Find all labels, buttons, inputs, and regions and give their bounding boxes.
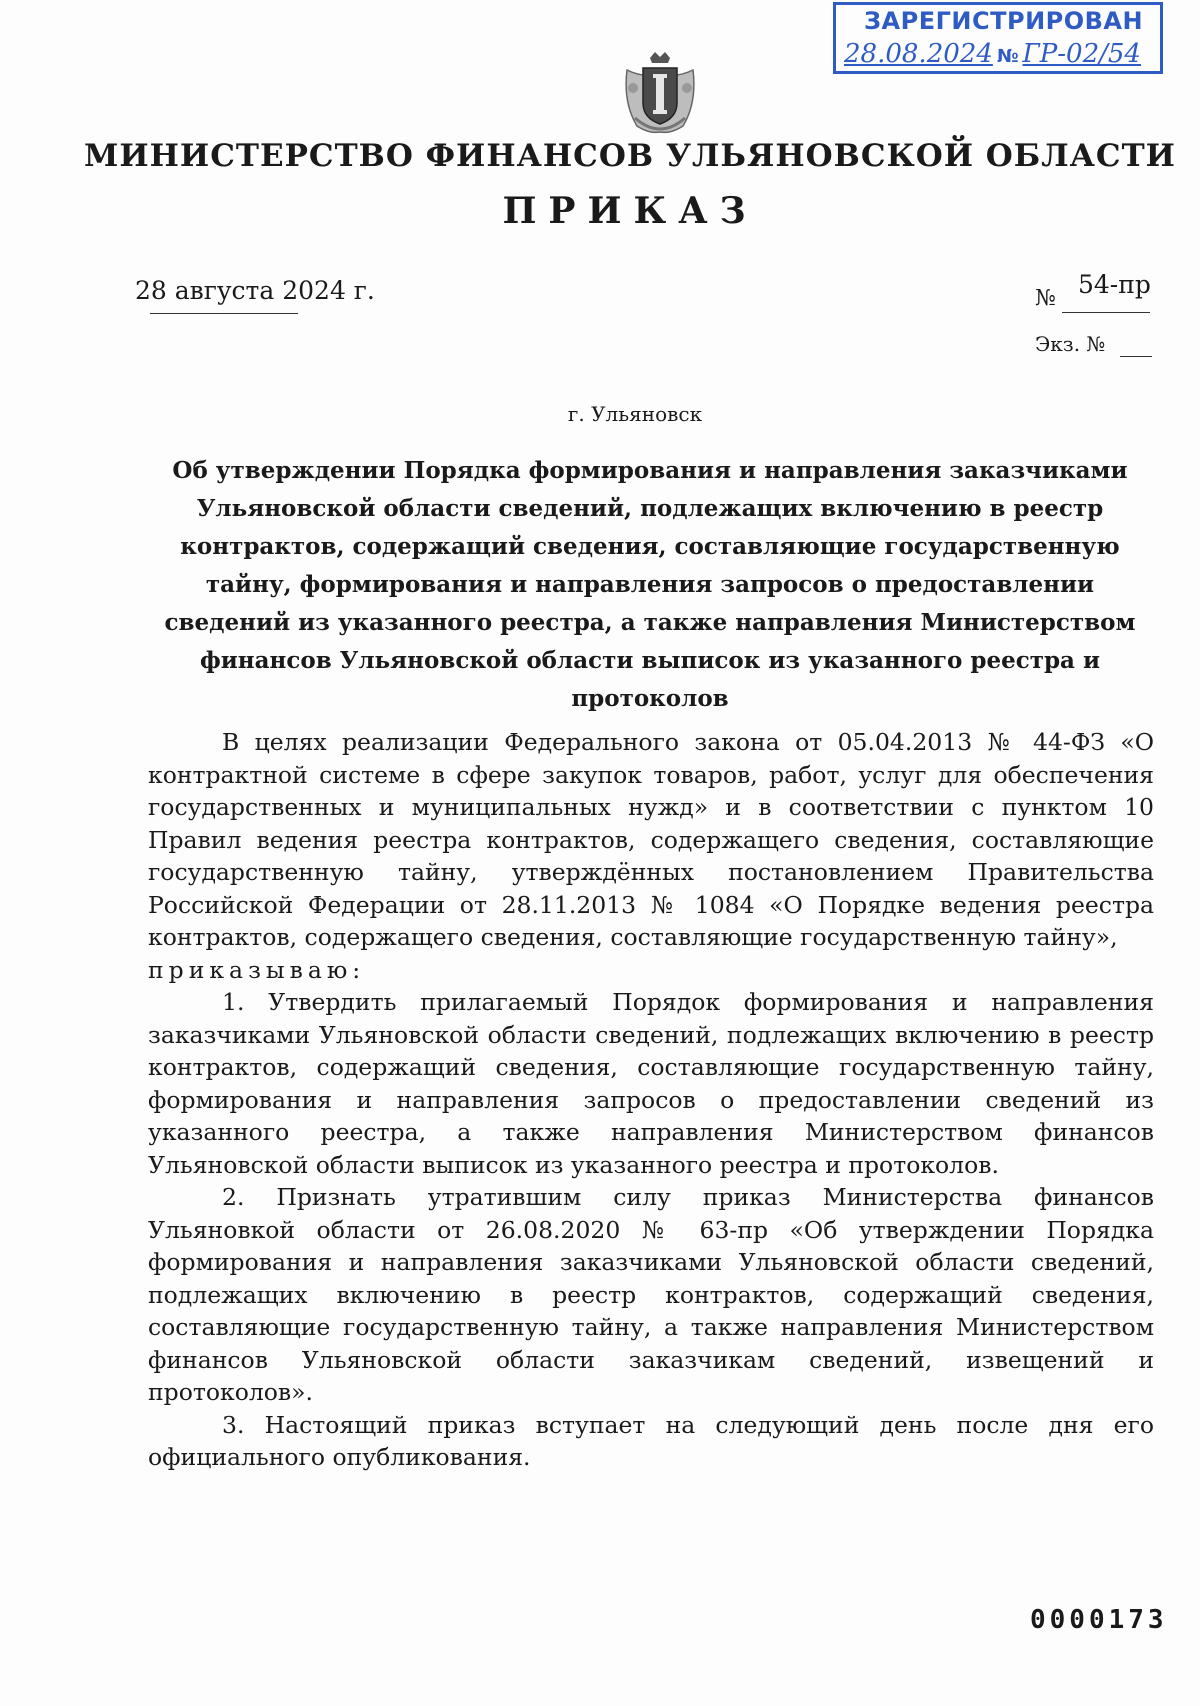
order-number-label: № [1035, 286, 1056, 311]
number-underline [1062, 312, 1150, 313]
stamp-date: 28.08.2024 [844, 39, 993, 69]
stamp-registration-line [844, 39, 1141, 69]
copy-number-blank [1120, 356, 1152, 357]
order-subject: Об утверждении Порядка формирования и направления заказчиками Ульяновской области сведений, подлежащих включению в реестр контрактов, содержащий сведения, составляющие государственную тайну, формирования и направления запросов о предоставлении сведений из указанного реестра, а также направления Министерством финансов Ульяновской области выписок из указанного реестра и протоколов [164, 457, 1136, 712]
copy-number-label: Экз. № [1035, 332, 1106, 356]
registration-stamp [833, 2, 1163, 74]
order-date: 28 августа 2024 г. [135, 276, 375, 305]
order-item-1: 1. Утвердить прилагаемый Порядок формирования и направления заказчиками Ульяновской области сведений, подлежащих включению в реестр контрактов, содержащий сведения, составляющие государственную тайну, формирования и направления запросов о предоставлении сведений из указанного реестра, а также направления Министерством финансов Ульяновской области выписок из указанного реестра и протоколов. [148, 988, 1154, 1179]
date-underline [150, 313, 298, 314]
order-body [148, 726, 1154, 1474]
order-item-2: 2. Признать утратившим силу приказ Министерства финансов Ульяновкой области от 26.08.2020 № 63-пр «Об утверждении Порядка формирования и направления заказчиками Ульяновской области сведений, подлежащих включению в реестр контрактов, содержащий сведения, составляющие государственную тайну, а также направления Министерством финансов Ульяновской области заказчикам сведений, извещений и протоколов». [148, 1183, 1154, 1406]
document-type: ПРИКАЗ [502, 190, 758, 232]
coat-of-arms-icon [615, 48, 705, 138]
form-serial-number: 0000173 [1030, 1605, 1168, 1635]
stamp-title: ЗАРЕГИСТРИРОВАН [864, 7, 1144, 35]
command-word: приказываю: [148, 955, 366, 984]
order-item-3: 3. Настоящий приказ вступает на следующий день после дня его официального опубликования. [148, 1410, 1154, 1471]
preamble-paragraph: В целях реализации Федерального закона от 05.04.2013 № 44-ФЗ «О контрактной системе в сфере закупок товаров, работ, услуг для обеспечения государственных и муниципальных нужд» и в соответствии с пунктом 10 Правил ведения реестра контрактов, содержащего сведения, составляющие государственную тайну, утверждённых постановлением Правительства Российской Федерации от 28.11.2013 № 1084 «О Порядке ведения реестра контрактов, содержащего сведения, составляющие государственную тайну», [148, 728, 1154, 951]
order-number: 54-пр [1078, 270, 1151, 299]
ministry-name: МИНИСТЕРСТВО ФИНАНСОВ УЛЬЯНОВСКОЙ ОБЛАСТИ [84, 138, 1176, 174]
stamp-number-sign: № [996, 46, 1019, 67]
stamp-reg-number: ГР-02/54 [1022, 39, 1141, 69]
city: г. Ульяновск [567, 402, 703, 426]
